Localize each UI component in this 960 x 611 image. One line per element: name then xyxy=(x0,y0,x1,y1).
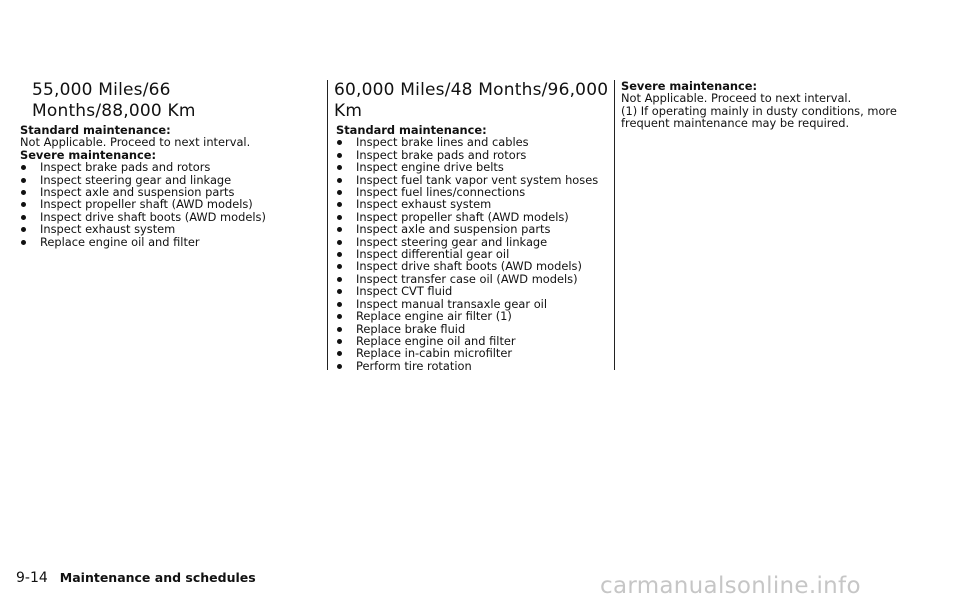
bullet-icon xyxy=(337,190,342,195)
bullet-icon xyxy=(21,215,26,220)
bullet-icon xyxy=(337,140,342,145)
bullet-icon xyxy=(337,252,342,257)
standard-maintenance-label: Standard maintenance: xyxy=(20,123,171,137)
section-title: Maintenance and schedules xyxy=(59,570,256,585)
list-item: Inspect steering gear and linkage xyxy=(20,174,310,186)
bullet-icon xyxy=(21,240,26,245)
list-item: Replace in-cabin microfilter xyxy=(336,347,621,359)
severe-maintenance-text: Not Applicable. Proceed to next interval. xyxy=(621,91,852,106)
bullet-icon xyxy=(21,202,26,207)
interval-55000-column xyxy=(20,80,310,248)
list-item: Inspect manual transaxle gear oil xyxy=(336,298,621,310)
footnote-text: (1) If operating mainly in dusty conditions, more frequent maintenance may be required. xyxy=(621,103,897,131)
severe-maintenance-label: Severe maintenance: xyxy=(20,147,157,162)
list-item: Replace engine air filter (1) xyxy=(336,310,621,322)
list-item: Inspect brake pads and rotors xyxy=(20,161,310,173)
list-item: Inspect propeller shaft (AWD models) xyxy=(20,198,310,210)
list-item: Replace brake fluid xyxy=(336,323,621,335)
page-number: 9-14 xyxy=(16,570,48,586)
list-item: Inspect transfer case oil (AWD models) xyxy=(336,273,621,285)
list-item: Inspect steering gear and linkage xyxy=(336,236,621,248)
list-item: Inspect fuel tank vapor vent system hoses xyxy=(336,174,621,186)
list-item: Perform tire rotation xyxy=(336,360,621,372)
watermark-text: carmanualsonline.info xyxy=(600,573,861,599)
standard-maintenance-list xyxy=(336,136,621,372)
list-item: Inspect drive shaft boots (AWD models) xyxy=(336,260,621,272)
bullet-icon xyxy=(337,202,342,207)
bullet-icon xyxy=(337,327,342,332)
list-item: Inspect drive shaft boots (AWD models) xyxy=(20,211,310,223)
list-item: Inspect brake pads and rotors xyxy=(336,149,621,161)
bullet-icon xyxy=(337,314,342,319)
page-footer xyxy=(16,570,256,586)
bullet-icon xyxy=(337,277,342,282)
bullet-icon xyxy=(337,289,342,294)
interval-heading: 55,000 Miles/66 Months/88,000 Km xyxy=(32,80,196,121)
list-item: Inspect fuel lines/connections xyxy=(336,186,621,198)
list-item: Inspect differential gear oil xyxy=(336,248,621,260)
interval-60000-severe-column xyxy=(614,80,921,370)
bullet-icon xyxy=(337,364,342,369)
bullet-icon xyxy=(337,178,342,183)
interval-60000-column xyxy=(327,80,621,373)
standard-maintenance-text: Not Applicable. Proceed to next interval. xyxy=(20,135,251,150)
list-item: Replace engine oil and filter xyxy=(336,335,621,347)
bullet-icon xyxy=(337,227,342,232)
bullet-icon xyxy=(337,302,342,307)
severe-maintenance-label: Severe maintenance: xyxy=(621,79,758,93)
bullet-icon xyxy=(21,178,26,183)
bullet-icon xyxy=(21,165,26,170)
bullet-icon xyxy=(337,339,342,344)
list-item: Inspect exhaust system xyxy=(20,223,310,235)
list-item: Inspect brake lines and cables xyxy=(336,136,621,148)
list-item: Inspect propeller shaft (AWD models) xyxy=(336,211,621,223)
list-item: Replace engine oil and filter xyxy=(20,236,310,248)
bullet-icon xyxy=(21,227,26,232)
severe-maintenance-list xyxy=(20,161,310,248)
bullet-icon xyxy=(337,351,342,356)
bullet-icon xyxy=(337,153,342,158)
standard-maintenance-label: Standard maintenance: xyxy=(336,123,487,137)
list-item: Inspect CVT fluid xyxy=(336,285,621,297)
interval-heading: 60,000 Miles/48 Months/96,000 Km xyxy=(334,80,609,121)
list-item: Inspect axle and suspension parts xyxy=(336,223,621,235)
list-item: Inspect exhaust system xyxy=(336,198,621,210)
bullet-icon xyxy=(337,264,342,269)
list-item: Inspect axle and suspension parts xyxy=(20,186,310,198)
bullet-icon xyxy=(337,240,342,245)
bullet-icon xyxy=(337,215,342,220)
bullet-icon xyxy=(337,165,342,170)
list-item: Inspect engine drive belts xyxy=(336,161,621,173)
bullet-icon xyxy=(21,190,26,195)
